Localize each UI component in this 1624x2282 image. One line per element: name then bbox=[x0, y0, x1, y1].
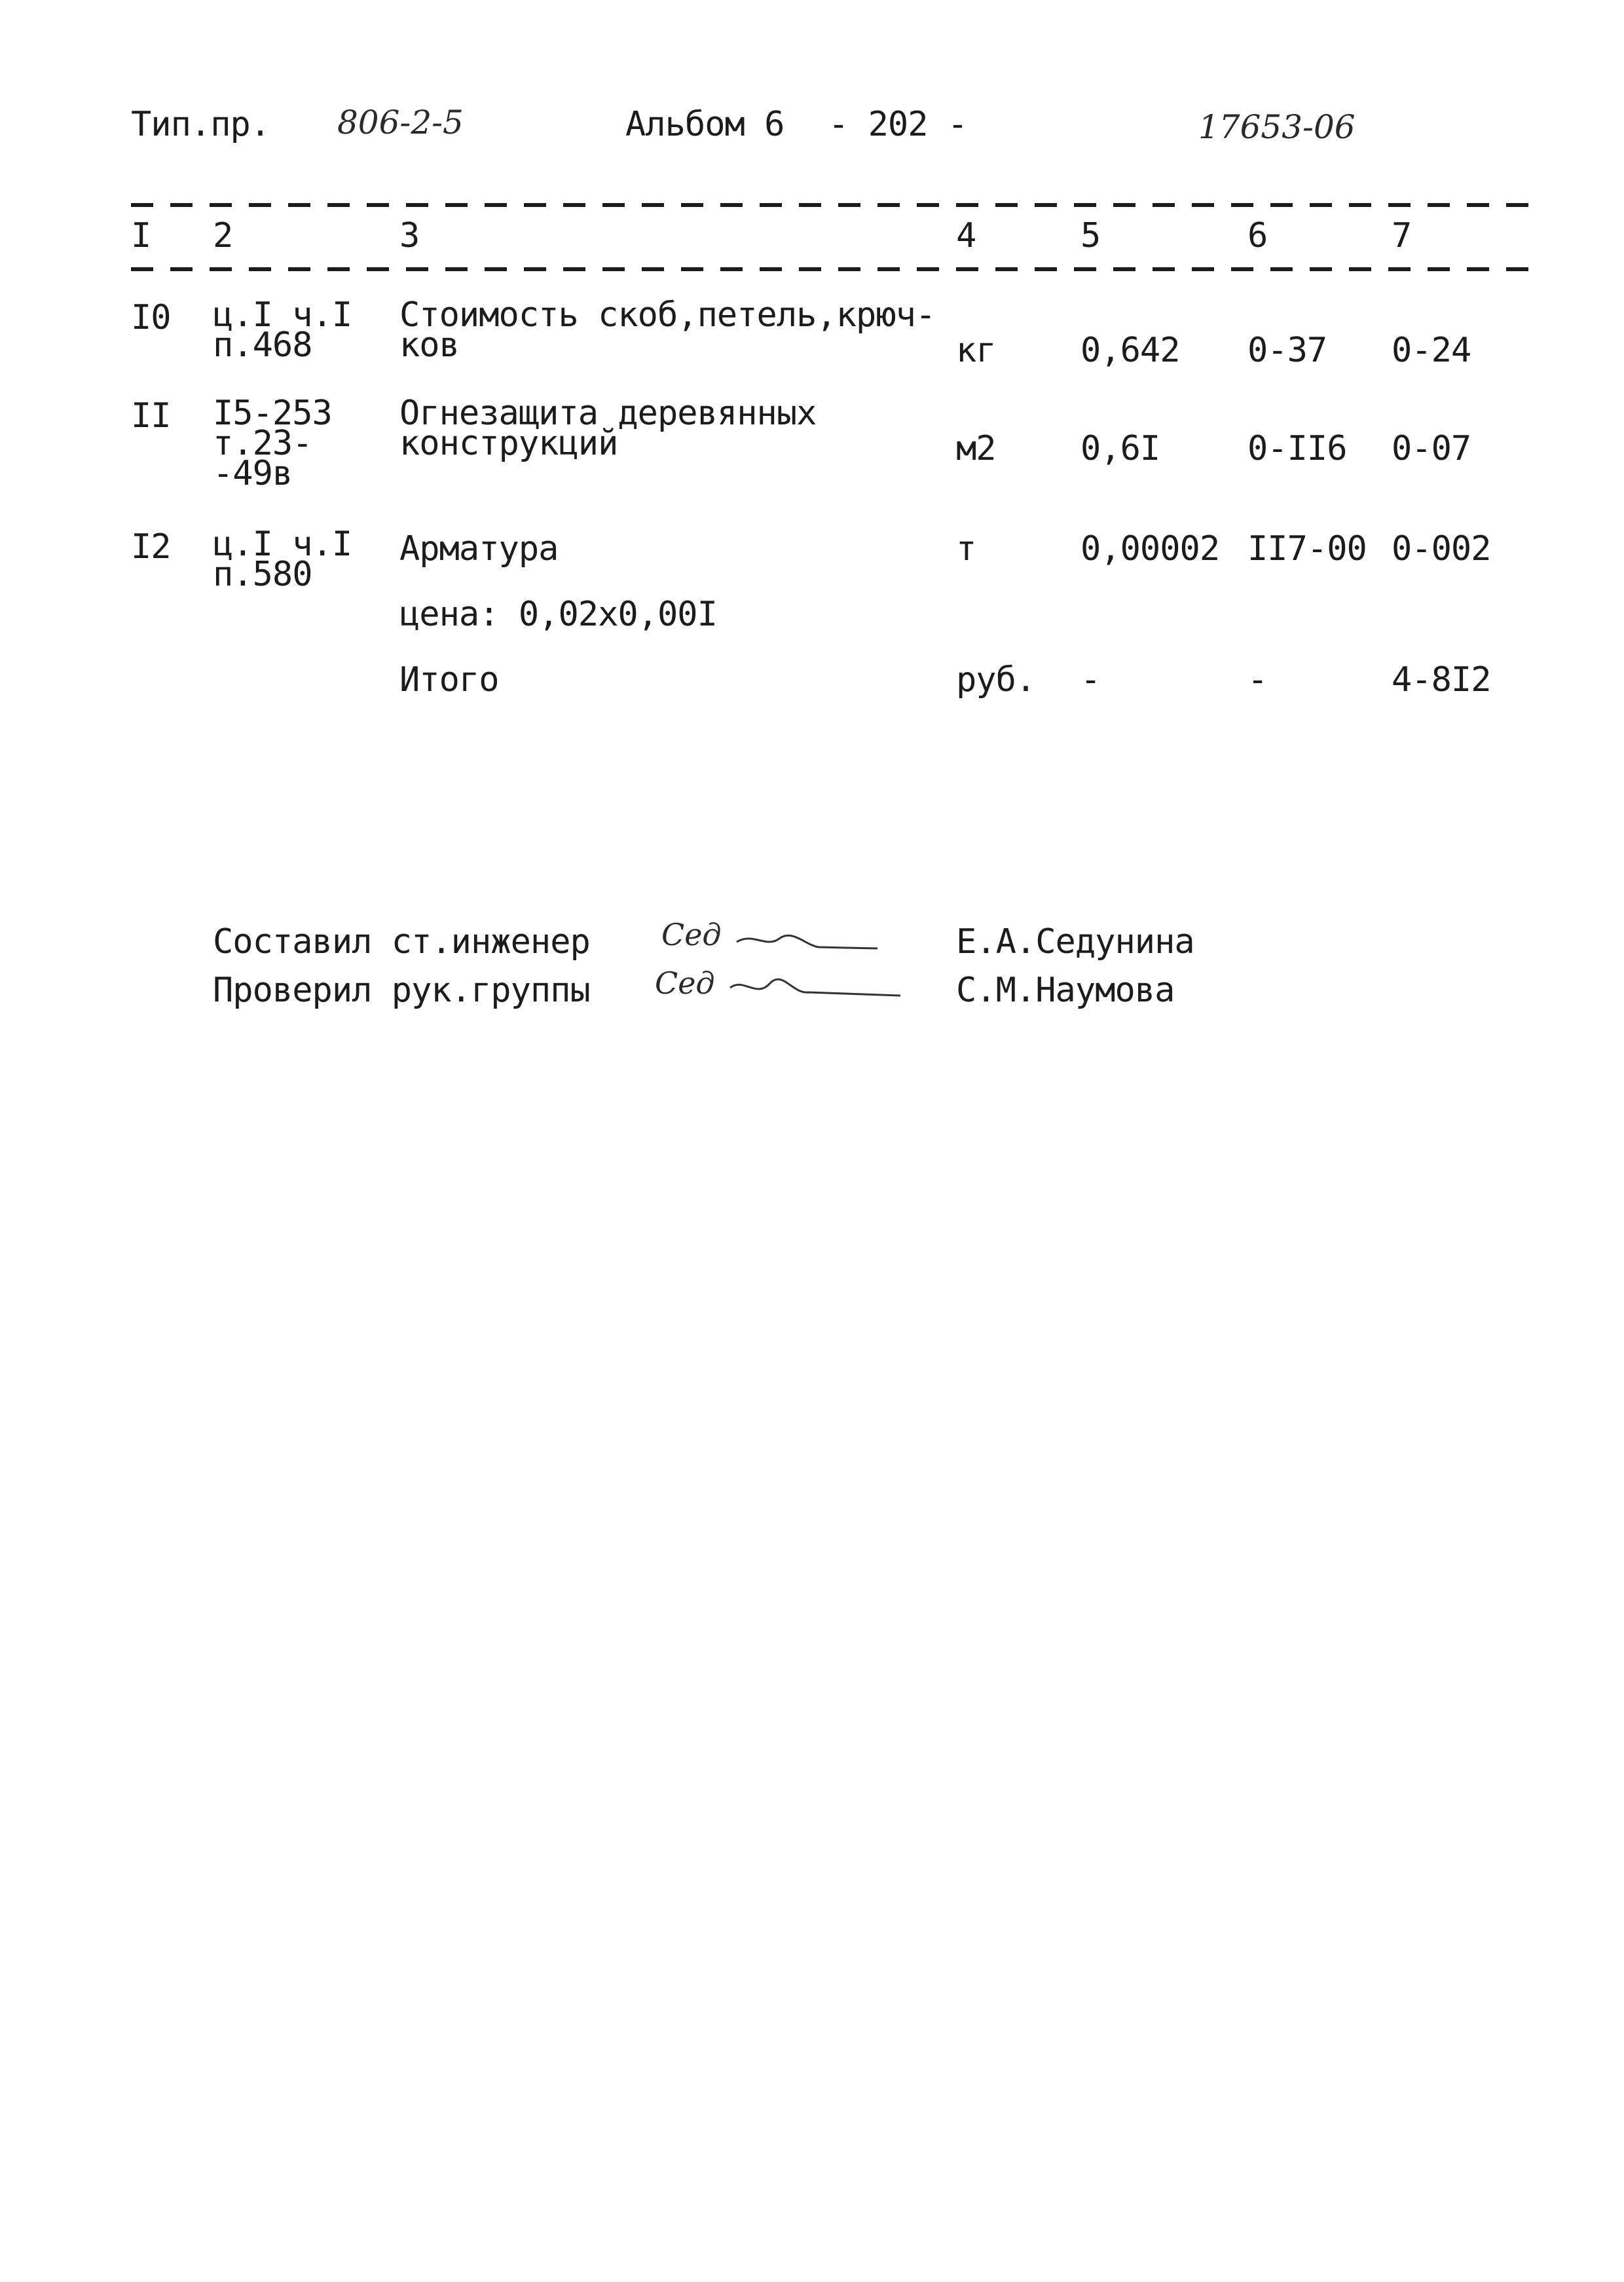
row-number: I2 bbox=[131, 527, 171, 567]
col-header-1: I bbox=[131, 216, 151, 255]
signature-role: Составил ст.инженер bbox=[213, 922, 590, 962]
signature-mark: Сед bbox=[661, 917, 722, 952]
signature-stroke bbox=[733, 929, 884, 955]
total-price: - bbox=[1247, 660, 1268, 700]
total-unit: руб. bbox=[956, 660, 1036, 700]
project-number: 806-2-5 bbox=[337, 103, 464, 141]
col-header-6: 6 bbox=[1247, 216, 1268, 255]
signer-name: Е.А.Седунина bbox=[956, 922, 1194, 962]
doc-number: 17653-06 bbox=[1198, 108, 1356, 146]
album-label: Альбом 6 bbox=[625, 105, 784, 144]
col-header-5: 5 bbox=[1080, 216, 1101, 255]
row-price: II7-00 bbox=[1247, 529, 1367, 569]
row-cost: 0-002 bbox=[1392, 529, 1491, 569]
row-code: ц.I ч.I п.468 bbox=[213, 295, 352, 365]
row-number: I0 bbox=[131, 298, 171, 337]
row-quantity: 0,642 bbox=[1080, 331, 1180, 370]
row-quantity: 0,00002 bbox=[1080, 529, 1220, 569]
signer-name: С.М.Наумова bbox=[956, 971, 1175, 1010]
row-unit: м2 bbox=[956, 429, 996, 468]
row-name: Арматура bbox=[399, 529, 559, 569]
row-name: Огнезащита деревянных конструкций bbox=[399, 394, 817, 463]
divider-top bbox=[131, 203, 1532, 207]
total-label: Итого bbox=[399, 660, 499, 700]
col-header-2: 2 bbox=[213, 216, 233, 255]
row-price: 0-37 bbox=[1247, 331, 1327, 370]
total-quantity: - bbox=[1080, 660, 1101, 700]
divider-header bbox=[131, 267, 1532, 271]
signature-role: Проверил рук.группы bbox=[213, 971, 590, 1010]
row-number: II bbox=[131, 396, 171, 436]
row-unit: кг bbox=[956, 331, 996, 370]
type-label: Тип.пр. bbox=[131, 105, 270, 144]
row-price: 0-II6 bbox=[1247, 429, 1347, 468]
signature-mark: Сед bbox=[655, 965, 715, 1001]
page-number: - 202 - bbox=[828, 105, 968, 144]
col-header-3: 3 bbox=[399, 216, 420, 255]
row-name: Стоимость скоб,петель,крюч- ков bbox=[399, 295, 936, 365]
row-cost: 0-24 bbox=[1392, 331, 1471, 370]
row-quantity: 0,6I bbox=[1080, 429, 1160, 468]
row-code: ц.I ч.I п.580 bbox=[213, 525, 352, 594]
signature-stroke bbox=[727, 976, 904, 1002]
row-cost: 0-07 bbox=[1392, 429, 1471, 468]
total-cost: 4-8I2 bbox=[1392, 660, 1491, 700]
col-header-4: 4 bbox=[956, 216, 976, 255]
row-code: I5-253 т.23- -49в bbox=[213, 394, 332, 493]
col-header-7: 7 bbox=[1392, 216, 1412, 255]
price-note: цена: 0,02х0,00I bbox=[399, 595, 717, 634]
row-unit: т bbox=[956, 529, 976, 569]
